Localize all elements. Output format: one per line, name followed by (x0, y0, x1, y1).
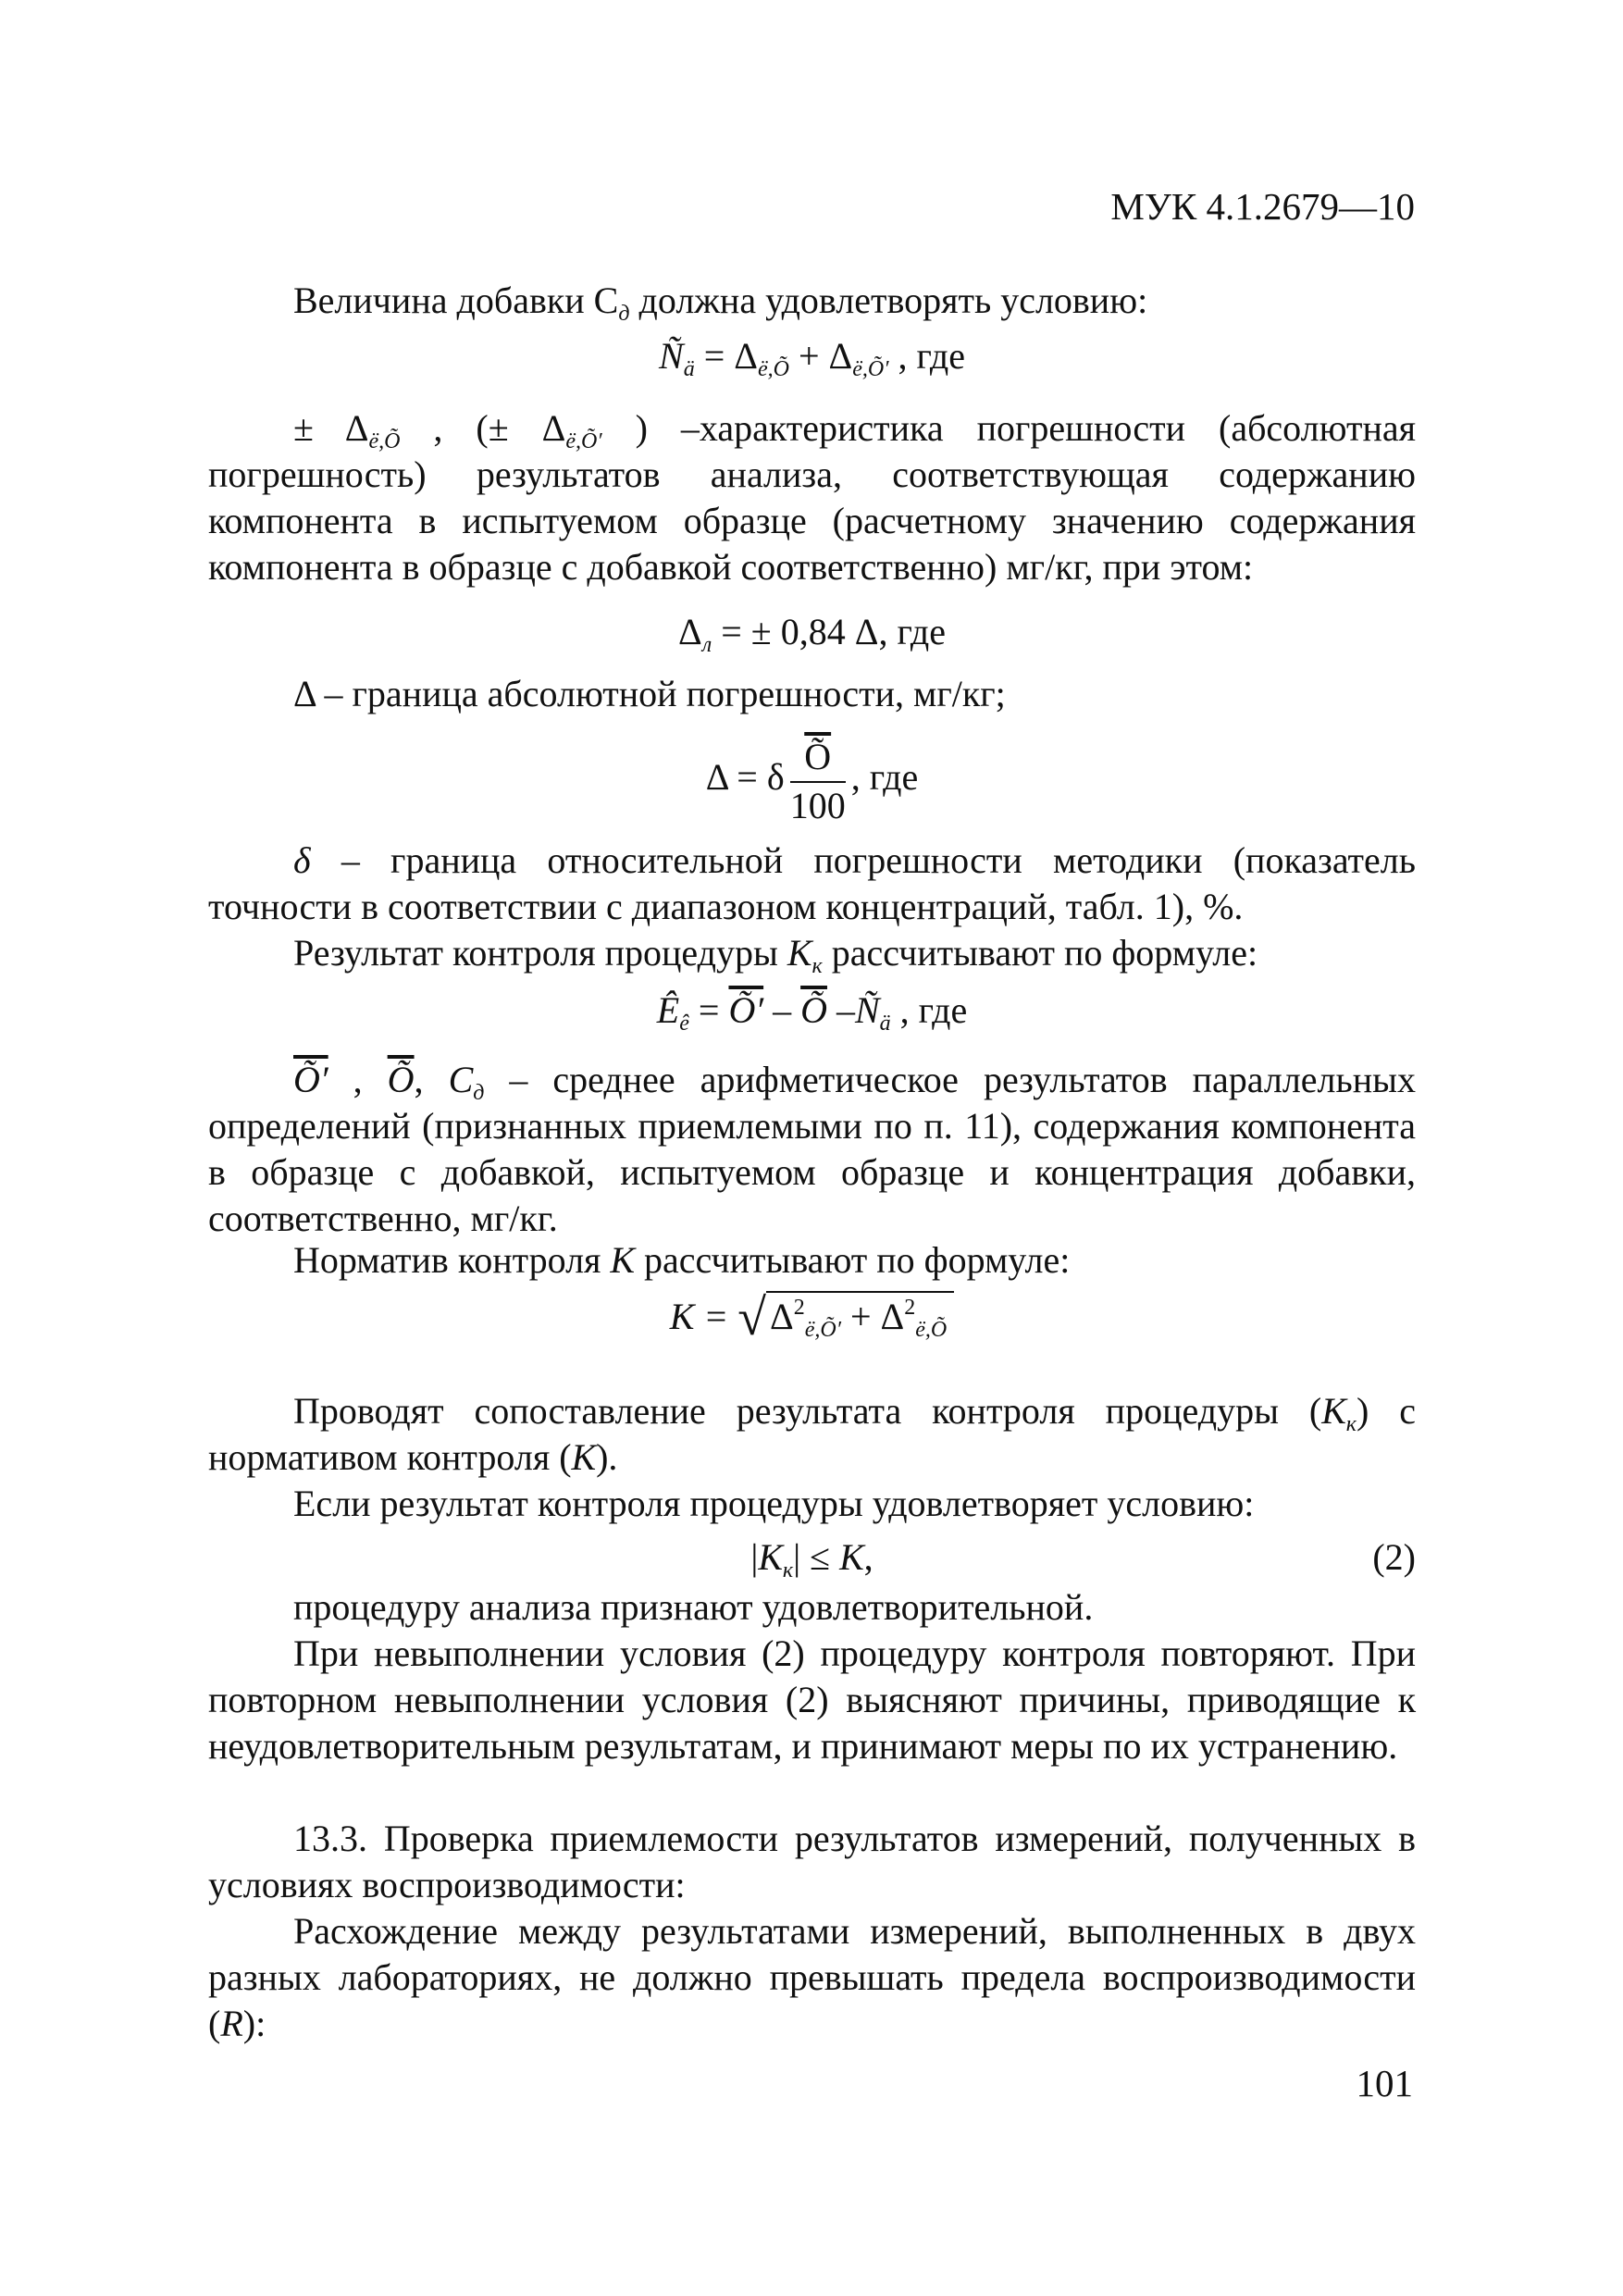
text: Норматив контроля (293, 1239, 611, 1281)
text: + Δ (841, 1296, 905, 1337)
symbol: К = (669, 1296, 738, 1337)
text: | (750, 1536, 759, 1578)
subscript: д (618, 302, 630, 326)
text: , (414, 1059, 449, 1100)
text: , где (888, 335, 965, 377)
paragraph-reproducibility (208, 1908, 1416, 2047)
subscript: л (701, 633, 712, 657)
subscript: ä (683, 357, 695, 381)
text: ). (596, 1436, 618, 1478)
superscript: 2 (793, 1296, 805, 1320)
text: – (826, 989, 855, 1031)
text: = ± 0,84 Δ, где (712, 611, 946, 652)
paragraph-additive-condition (208, 278, 1416, 324)
symbol: R (220, 2003, 243, 2044)
subscript: ë,Õ′ (804, 1318, 841, 1342)
paragraph-control-norm (208, 1237, 1416, 1284)
text: – граница относительной погрешности методики (показатель точности в соответствии с диапазоном концентраций, табл. 1), %. (208, 839, 1416, 927)
symbol: К (610, 1239, 635, 1281)
text: , где (890, 989, 968, 1031)
symbol: К (571, 1436, 597, 1478)
denominator: 100 (789, 785, 846, 826)
text: ) с нормативом контроля ( (208, 1390, 1416, 1478)
text: ): (242, 2003, 266, 2044)
subscript: к (782, 1558, 794, 1582)
symbol: $\overline{Õ}$ (387, 1059, 415, 1100)
symbol: Ñ (854, 989, 880, 1031)
text: Δ = δ (705, 756, 785, 799)
formula-control-norm (208, 1289, 1416, 1347)
formula-additive (208, 333, 1416, 379)
symbol: К (787, 932, 812, 974)
section-13-3-heading: 13.3. Проверка приемлемости результатов измерений, полученных в условиях воспроизводимости: (208, 1818, 1416, 1905)
symbol: К (839, 1536, 864, 1578)
text: , где (850, 756, 919, 799)
paragraph-delta-definition: Δ – граница абсолютной погрешности, мг/кг; (293, 673, 1006, 714)
text: Результат контроля процедуры (293, 932, 787, 974)
symbol: С (448, 1059, 474, 1100)
text: ≤ (800, 1536, 840, 1578)
symbol: К (758, 1536, 783, 1578)
subscript: д (473, 1081, 485, 1105)
paragraph-repeat-control: При невыполнении условия (2) процедуру контроля повторяют. При повторном невыполнении условия (2) выясняют причины, приводящие к неудовлетворительным результатам, и принимают меры по их устранению. (208, 1632, 1416, 1767)
symbol: К (1321, 1390, 1346, 1432)
text: | (793, 1536, 801, 1578)
text: Расхождение между результатами измерений, выполненных в двух разных лабораториях, не должно превышать предела воспроизводимости ( (208, 1910, 1416, 2044)
text: Δ (770, 1296, 794, 1337)
formula-condition-2 (208, 1534, 1416, 1581)
superscript: 2 (904, 1296, 916, 1320)
paragraph-mean-definition (208, 1057, 1416, 1242)
subscript: ë,Õ′ (565, 429, 602, 453)
document-header: МУК 4.1.2679—10 (1110, 185, 1415, 228)
text: ) –характеристика погрешности (абсолютная погрешность) результатов анализа, соответствующая содержанию компонента в испытуемом образце (расчетному значению содержания компонента в образце с добавкой соответственно) мг/кг, при этом: (208, 407, 1417, 588)
radicand (766, 1291, 954, 1342)
symbol: Õ′ (293, 1059, 328, 1100)
symbol: Ê (656, 989, 680, 1031)
subscript: ë,Õ′ (852, 357, 889, 381)
subscript: ä (879, 1011, 891, 1036)
text: должна удовлетворять условию: (629, 279, 1148, 321)
symbol: $\overline{Õ}$ (800, 989, 827, 1031)
subscript: к (812, 954, 823, 978)
paragraph-error-characteristic (208, 405, 1416, 590)
text: – среднее арифметическое результатов параллельных определений (признанных приемлемыми по п. 11), содержания компонента в образце с добавкой, испытуемом образце и концентрация добавки, соответственно, мг/кг. (208, 1059, 1417, 1239)
subscript: ê (679, 1011, 689, 1036)
text: – (763, 989, 801, 1031)
text: Проводят сопоставление результата контроля процедуры ( (293, 1390, 1322, 1432)
text: , (328, 1059, 388, 1100)
symbol: δ (293, 839, 311, 881)
text: ± Δ (293, 407, 369, 449)
fraction (790, 733, 846, 829)
paragraph-comparison (208, 1388, 1416, 1481)
formula-delta-l (208, 609, 1416, 655)
subscript: ë,Õ (915, 1318, 948, 1342)
paragraph-condition-intro: Если результат контроля процедуры удовлетворяет условию: (293, 1483, 1255, 1524)
radical-sign: √ (737, 1289, 767, 1347)
equation-number: (2) (1372, 1536, 1416, 1578)
subscript: ë,Õ (368, 429, 401, 453)
text: рассчитывают по формуле: (634, 1239, 1071, 1281)
text: + Δ (788, 335, 853, 377)
text: Величина добавки С (293, 279, 619, 321)
text: рассчитывают по формуле: (822, 932, 1258, 974)
subscript: ë,Õ (757, 357, 789, 381)
symbol: Δ (678, 611, 702, 652)
subscript: к (1345, 1412, 1357, 1436)
page-number: 101 (1356, 2062, 1413, 2104)
formula-control-result (208, 987, 1416, 1034)
paragraph-relative-error (208, 838, 1416, 930)
symbol: Õ′ (728, 989, 764, 1031)
symbol: Ñ (659, 335, 684, 377)
text: = Δ (694, 335, 758, 377)
formula-delta (208, 733, 1416, 829)
numerator: $\overline{Õ}$ (790, 733, 846, 783)
text: , (± Δ (400, 407, 566, 449)
paragraph-control-result (208, 930, 1416, 976)
text: , (863, 1536, 873, 1578)
paragraph-satisfactory: процедуру анализа признают удовлетворительной. (293, 1586, 1094, 1628)
text: = (688, 989, 729, 1031)
